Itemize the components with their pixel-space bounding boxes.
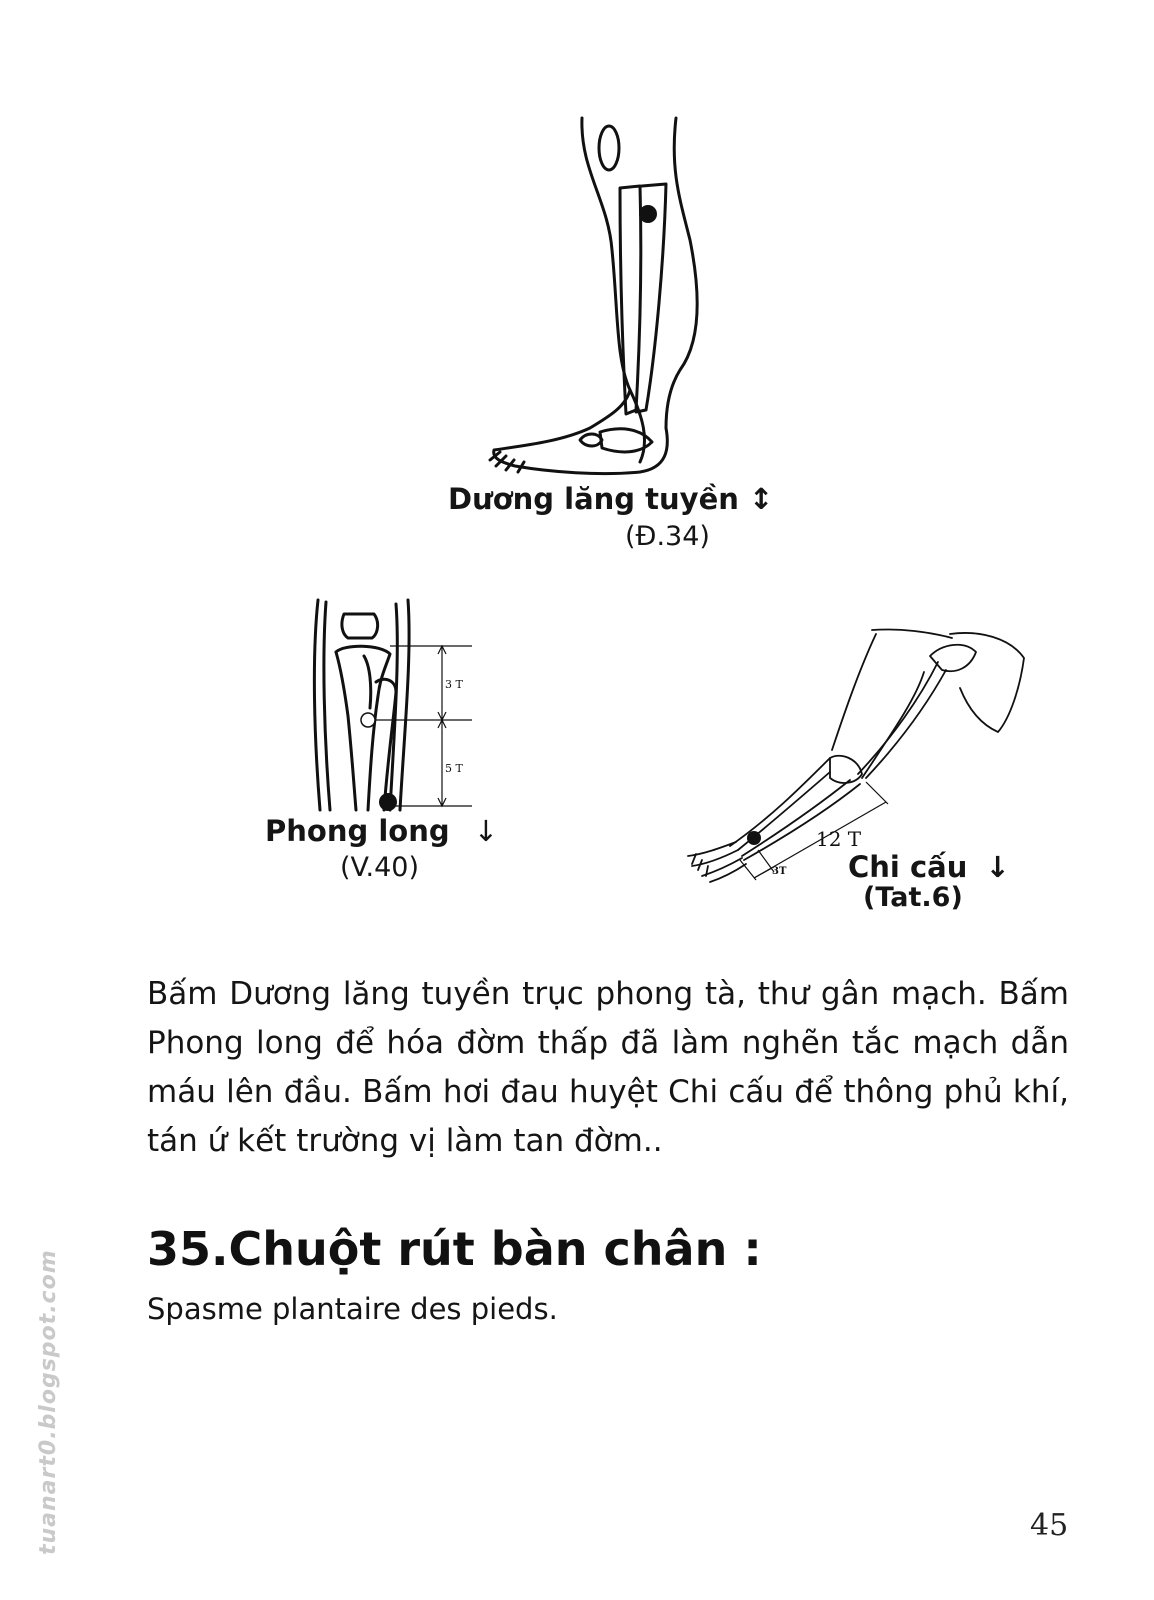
arm-point-arrow: ↓ — [985, 850, 1010, 884]
page-number: 45 — [1030, 1508, 1069, 1543]
phong-long-point — [379, 793, 397, 811]
shin-upper-measure: 3 T — [445, 678, 463, 691]
leg-front-contour — [666, 118, 697, 428]
leg-point-code: (Đ.34) — [625, 521, 710, 552]
elbow — [830, 756, 862, 783]
arm-point-code: (Tat.6) — [863, 882, 963, 913]
shin-outer-left — [314, 600, 320, 810]
reference-point — [361, 713, 375, 727]
shoulder-joint — [930, 645, 976, 671]
arm-long-measure: 12 T — [816, 827, 862, 851]
shin-illustration — [300, 596, 490, 818]
tibia-outline — [336, 646, 390, 810]
leg-illustration — [480, 110, 730, 490]
arm-caption-name — [848, 850, 1010, 884]
leg-point-arrow: ↕ — [749, 482, 774, 516]
knee-cap — [342, 614, 378, 638]
upper-arm-outer — [832, 634, 876, 750]
shin-point-arrow: ↓ — [473, 814, 499, 848]
shin-outer-right — [400, 600, 409, 810]
fingers — [688, 842, 746, 882]
section-subtitle: Spasme plantaire des pieds. — [147, 1292, 558, 1326]
duong-lang-tuyen-point — [639, 205, 657, 223]
shin-caption-name — [265, 814, 498, 848]
watermark: tuanart0.blogspot.com — [36, 1249, 61, 1555]
arm-illustration — [680, 628, 1040, 888]
fibula — [620, 186, 641, 414]
measure-3t-line — [754, 868, 772, 878]
heel-bone — [580, 434, 602, 446]
toes — [490, 452, 524, 472]
body-paragraph: Bấm Dương lăng tuyền trục phong tà, thư gân mạch. Bấm Phong long để hóa đờm thấp đã làm nghẽn tắc mạch dẫn máu lên đầu. Bấm hơi đau huyệt Chi cấu để thông phủ khí, tán ứ kết trường vị làm tan đờm.. — [147, 976, 1069, 1159]
shin-lower-measure: 5 T — [445, 762, 463, 775]
leg-point-name: Dương lăng tuyền — [448, 482, 739, 516]
shoulder-blade — [950, 633, 1024, 732]
forearm-outer — [730, 758, 830, 846]
arm-short-measure: 3T — [772, 866, 787, 877]
shoulder-top — [872, 629, 952, 638]
shin-point-name: Phong long — [265, 814, 450, 848]
chi-cau-point — [747, 831, 761, 845]
section-heading: 35.Chuột rút bàn chân : — [147, 1222, 762, 1276]
patella — [599, 126, 619, 170]
arm-point-name: Chi cấu — [848, 850, 968, 884]
shin-point-code: (V.40) — [340, 852, 419, 883]
leg-caption-name — [448, 482, 773, 516]
upper-arm-inner — [862, 672, 924, 778]
